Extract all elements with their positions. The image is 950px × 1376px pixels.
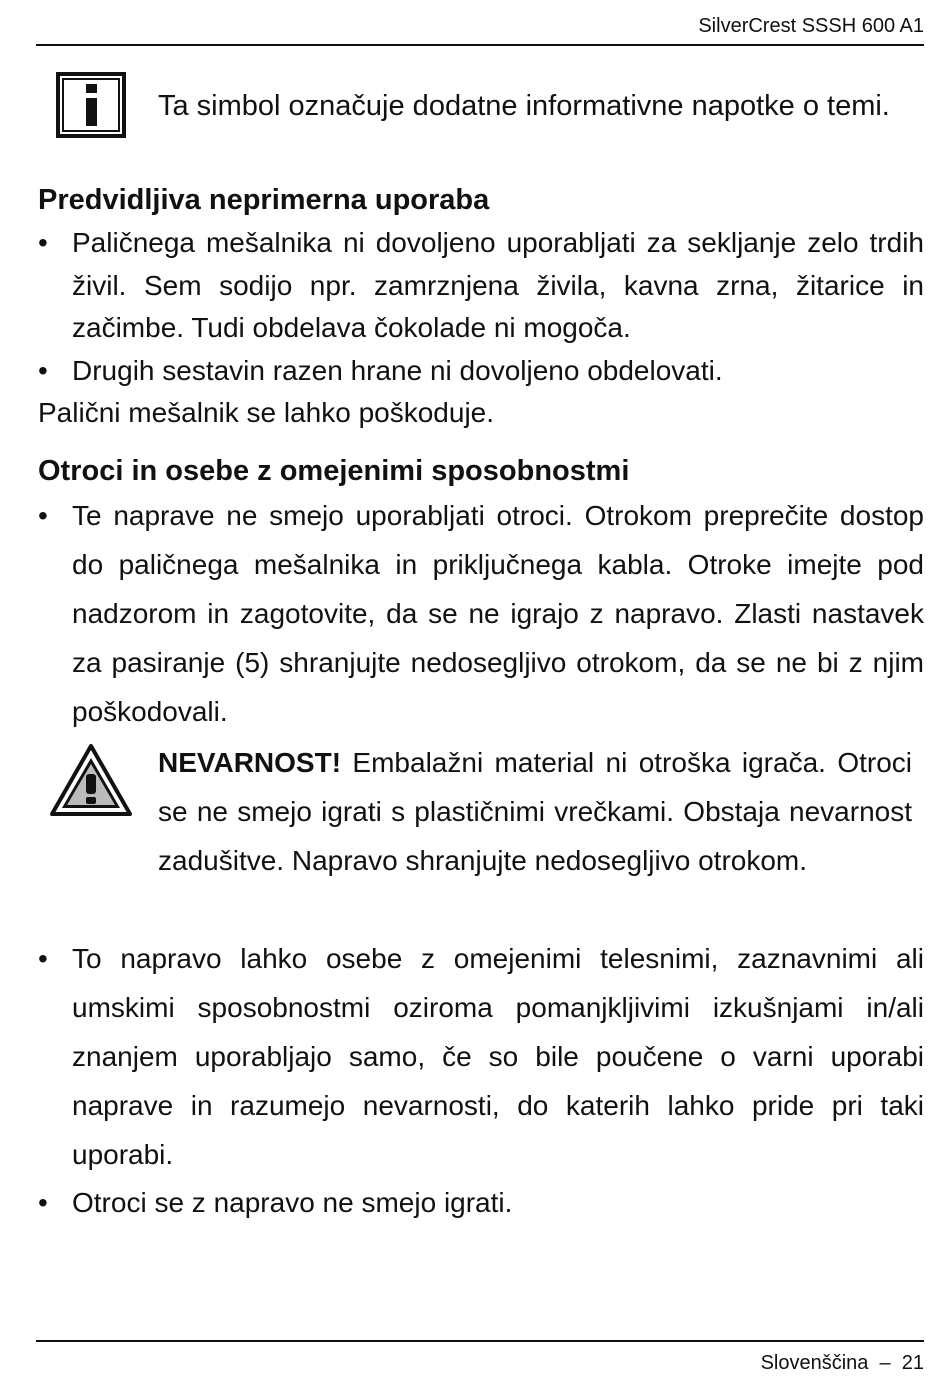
info-icon xyxy=(56,72,126,138)
list-item-text: Te naprave ne smejo uporabljati otroci. Otrokom preprečite dostop do paličnega mešalnika in priključnega kabla. Otroke imejte pod nadzorom in zagotovite, da se ne igrajo z napravo. Zlasti nastavek za pasiranje (5) shranjujte nedosegljivo otrokom, da se ne bi z njim poškodovali. xyxy=(72,500,924,727)
bullet-symbol: • xyxy=(38,1187,48,1218)
document-title: SilverCrest SSSH 600 A1 xyxy=(698,15,924,37)
list-item xyxy=(38,1178,924,1227)
warning-label: NEVARNOST! xyxy=(158,747,342,778)
list-item-text: Otroci se z napravo ne smejo igrati. xyxy=(72,1187,513,1218)
page-header xyxy=(36,12,924,46)
page-number: Slovenščina – 21 xyxy=(760,1352,924,1374)
damage-note: Palični mešalnik se lahko poškoduje. xyxy=(38,397,495,428)
warning-text: Embalažni material ni otroška igrača. Otroci se ne smejo igrati s plastičnimi vrečkami. Obstaja nevarnost zadušitve. Napravo shranjujte nedosegljivo otrokom. xyxy=(158,747,912,876)
bullet-symbol: • xyxy=(38,943,48,974)
list-item xyxy=(38,934,924,1179)
list-item xyxy=(38,491,924,736)
list-item xyxy=(38,222,924,350)
warning-icon xyxy=(50,744,132,816)
list-item-text: To napravo lahko osebe z omejenimi telesnimi, zaznavnimi ali umskimi sposobnostmi oziroma pomanjkljivimi izkušnjami in/ali znanjem uporabljajo samo, če so bile poučene o varni uporabi naprave in razumejo nevarnosti, do katerih lahko pride pri taki uporabi. xyxy=(72,943,924,1170)
list-item-text: Drugih sestavin razen hrane ni dovoljeno obdelovati. xyxy=(72,355,723,386)
bullet-symbol: • xyxy=(38,227,48,258)
warning-message xyxy=(158,738,912,885)
info-note-text: Ta simbol označuje dodatne informativne napotke o temi. xyxy=(158,90,890,122)
list-item-text: Paličnega mešalnika ni dovoljeno uporabljati za sekljanje zelo trdih živil. Sem sodijo npr. zamrznjena živila, kavna zrna, žitarice in začimbe. Tudi obdelava čokolade ni mogoča. xyxy=(72,227,924,343)
section-heading-misuse: Predvidljiva neprimerna uporaba xyxy=(38,184,490,216)
section-heading-children: Otroci in osebe z omejenimi sposobnostmi xyxy=(38,455,630,487)
list-item xyxy=(38,350,924,393)
bullet-symbol: • xyxy=(38,355,48,386)
bullet-symbol: • xyxy=(38,500,48,531)
page-footer xyxy=(36,1340,924,1374)
